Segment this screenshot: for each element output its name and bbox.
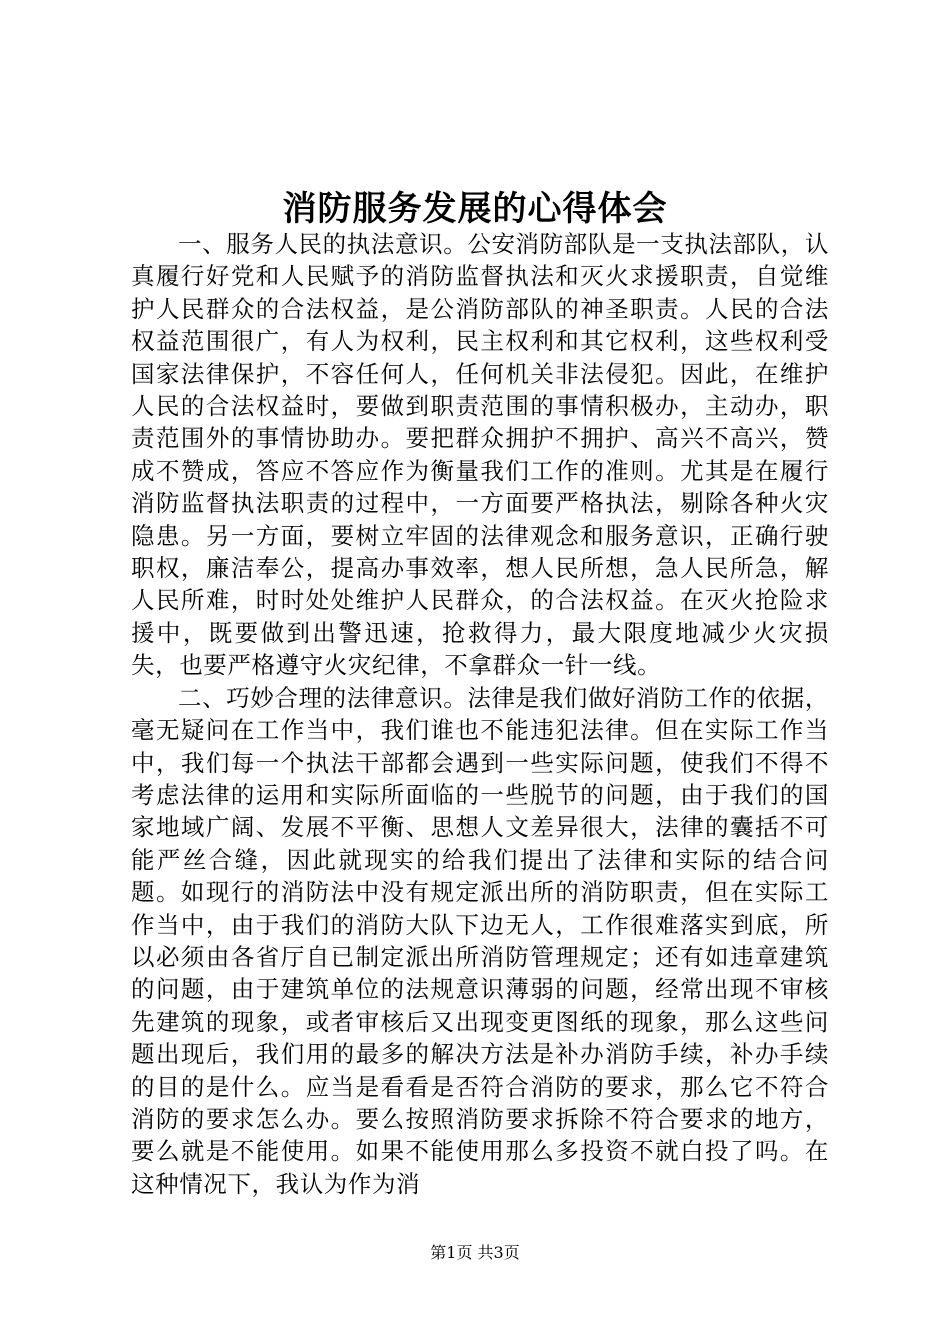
document-body xyxy=(131,228,829,1200)
document-title: 消防服务发展的心得体会 xyxy=(282,189,668,229)
page-footer: 第1页 共3页 xyxy=(430,1243,520,1262)
paragraph-2: 二、巧妙合理的法律意识。法律是我们做好消防工作的依据，毫无疑问在工作当中，我们谁也不能违犯法律。但在实际工作当中，我们每一个执法干部都会遇到一些实际问题，使我们不得不考虑法律的运用和实际所面临的一些脱节的问题，由于我们的国家地域广阔、发展不平衡、思想人文差异很大，法律的囊括不可能严丝合缝，因此就现实的给我们提出了法律和实际的结合问题。如现行的消防法中没有规定派出所的消防职责，但在实际工作当中，由于我们的消防大队下边无人，工作很难落实到底，所以必须由各省厅自已制定派出所消防管理规定；还有如违章建筑的问题，由于建筑单位的法规意识薄弱的问题，经常出现不审核先建筑的现象，或者审核后又出现变更图纸的现象，那么这些问题出现后，我们用的最多的解决方法是补办消防手续，补办手续的目的是什么。应当是看看是否符合消防的要求，那么它不符合消防的要求怎么办。要么按照消防要求拆除不符合要求的地方，要么就是不能使用。如果不能使用那么多投资不就白投了吗。在这种情况下，我认为作为消 xyxy=(131,683,829,1198)
paragraph-1: 一、服务人民的执法意识。公安消防部队是一支执法部队，认真履行好党和人民赋予的消防监督执法和灭火求援职责，自觉维护人民群众的合法权益，是公消防部队的神圣职责。人民的合法权益范围很广，有人为权利，民主权利和其它权利，这些权利受国家法律保护，不容任何人，任何机关非法侵犯。因此，在维护人民的合法权益时，要做到职责范围的事情积极办，主动办，职责范围外的事情协助办。要把群众拥护不拥护、高兴不高兴，赞成不赞成，答应不答应作为衡量我们工作的准则。尤其是在履行消防监督执法职责的过程中，一方面要严格执法，剔除各种火灾隐患。另一方面，要树立牢固的法律观念和服务意识，正确行驶职权，廉洁奉公，提高办事效率，想人民所想，急人民所急，解人民所难，时时处处维护人民群众，的合法权益。在灭火抢险求援中，既要做到出警迅速，抢救得力，最大限度地减少火灾损失，也要严格遵守火灾纪律，不拿群众一针一线。 xyxy=(131,230,829,680)
